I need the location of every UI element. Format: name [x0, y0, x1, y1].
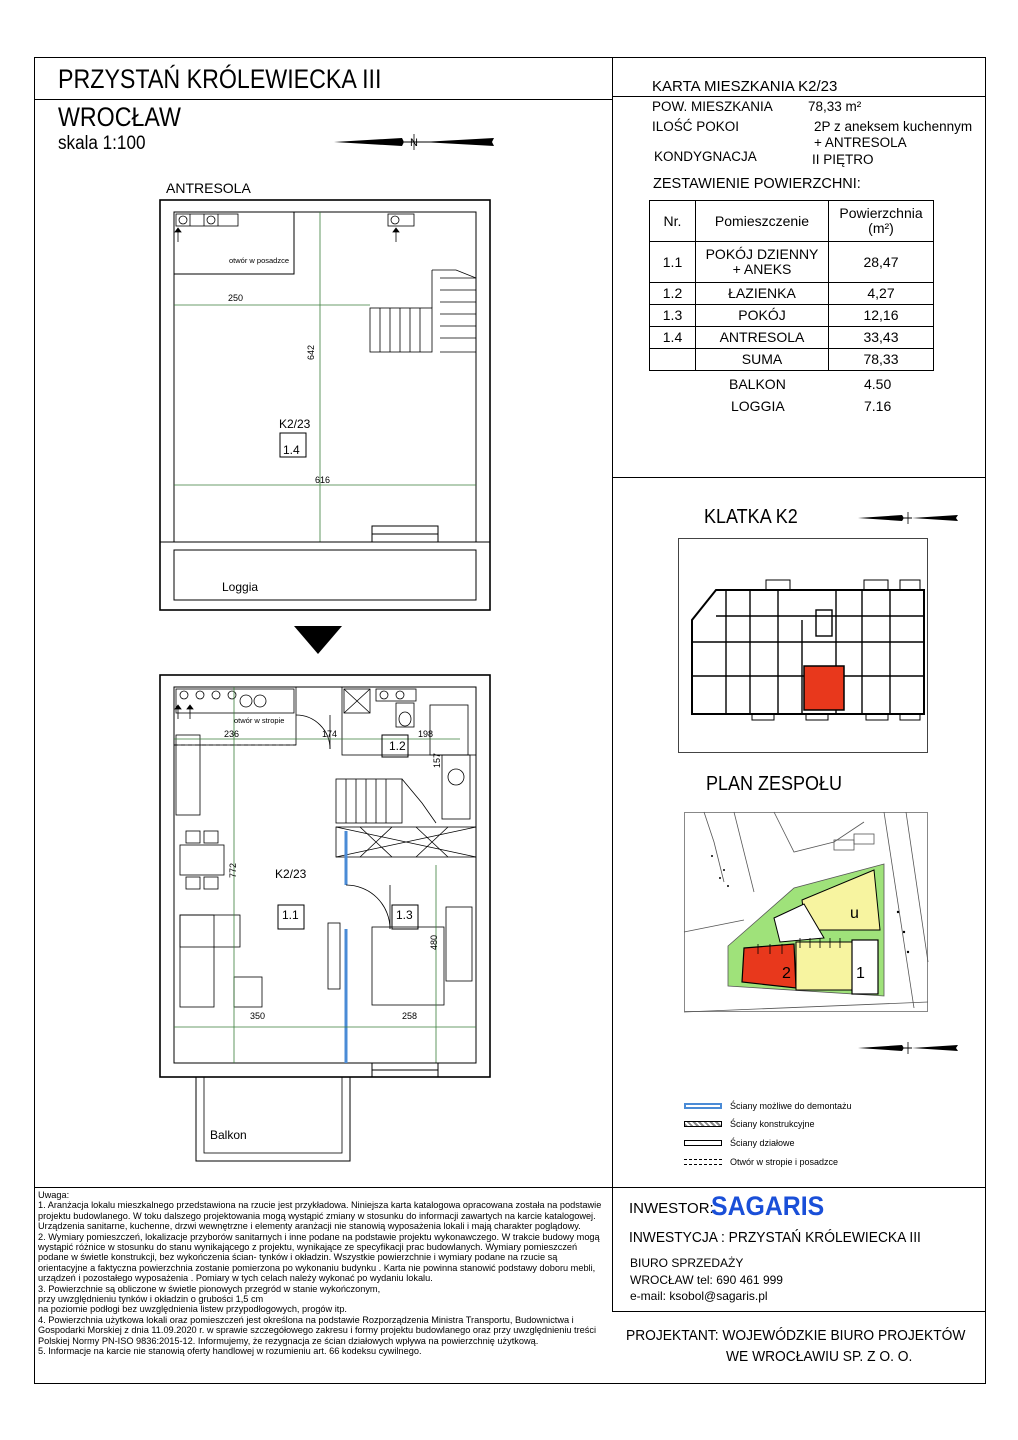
lower-dim-157: 157 — [432, 752, 442, 768]
header-area: Powierzchnia (m²) — [829, 201, 934, 242]
room-11-number: 1.1 — [282, 908, 299, 922]
divider-footer — [34, 1187, 986, 1188]
lower-dim-350: 350 — [250, 1011, 266, 1021]
site-label-1: 1 — [856, 965, 865, 982]
table-row — [650, 327, 934, 349]
loggia-area-value: 7.16 — [864, 398, 892, 414]
notes-block — [38, 1190, 608, 1357]
area-label: POW. MIESZKANIA — [652, 99, 773, 114]
lower-opening-note: otwór w stropie — [234, 716, 285, 725]
notes-line-6: 4. Powierzchnia użytkowa lokali oraz pomieszczeń jest określona na podstawie Rozporządzenia Ministra Transportu, Budownictwa i Gospodarki Morskiej z dnia 11.09.2020 r. w sprawie szczegółowego zakresu i formy projektu budowlanego oraz przy uwzględnieniu treści Polskiej Normy PN-ISO 9836:2015-12. Informujemy, że rezygnacja ze ścian działowych wpływa na powierzchnię użytkową. — [38, 1314, 596, 1346]
table-row — [650, 283, 934, 305]
lower-dim-198: 198 — [418, 729, 434, 739]
lower-unit-label: K2/23 — [275, 867, 307, 881]
arrow-down-icon — [294, 626, 342, 656]
summary-title: ZESTAWIENIE POWIERZCHNI: — [653, 176, 861, 192]
upper-dim-616: 616 — [315, 475, 331, 485]
row-nr: 1.1 — [650, 242, 696, 283]
divider-title — [34, 99, 612, 100]
row-name: ŁAZIENKA — [696, 283, 829, 305]
site-label-u: u — [850, 905, 859, 922]
row-area: 28,47 — [829, 242, 934, 283]
site-label-2: 2 — [782, 965, 791, 982]
mezzanine-plan — [160, 200, 490, 610]
loggia-label: Loggia — [222, 580, 259, 594]
notes-line-4: przy uwzględnieniu tynków i okładzin o grubości 1,5 cm — [38, 1294, 264, 1305]
north-arrow-site-icon — [858, 1042, 958, 1054]
floor-value: II PIĘTRO — [812, 152, 874, 167]
divider-footer-vertical — [612, 1187, 613, 1311]
upper-plan-label: ANTRESOLA — [166, 180, 251, 196]
sum-value: 78,33 — [829, 349, 934, 371]
lower-dim-236: 236 — [224, 729, 240, 739]
legend-swatch-outline — [684, 1140, 722, 1146]
legend-swatch-dashed — [684, 1159, 722, 1165]
sales-phone: WROCŁAW tel: 690 461 999 — [630, 1273, 783, 1287]
designer-line-2: WE WROCŁAWIU SP. Z O. O. — [726, 1348, 913, 1365]
main-floor-plan — [160, 675, 490, 1165]
table-sum-row — [650, 349, 934, 371]
header-nr: Nr. — [650, 201, 696, 242]
rooms-value-1: 2P z aneksem kuchennym — [814, 119, 973, 134]
row-area: 12,16 — [829, 305, 934, 327]
sum-label: SUMA — [696, 349, 829, 371]
site-plan-map — [684, 812, 928, 1012]
row-nr: 1.3 — [650, 305, 696, 327]
legend-swatch-hatched — [684, 1121, 722, 1127]
area-table — [649, 200, 934, 371]
sales-email: e-mail: ksobol@sagaris.pl — [630, 1289, 768, 1303]
upper-room-number: 1.4 — [283, 443, 300, 457]
notes-line-3: 3. Powierzchnie są obliczone w świetle pionowych przegród w stanie wykończonym, — [38, 1283, 381, 1294]
divider-card-title — [612, 96, 986, 97]
balcony-label: Balkon — [210, 1128, 247, 1142]
room-12-number: 1.2 — [389, 739, 406, 753]
floor-label: KONDYGNACJA — [654, 149, 757, 164]
divider-vertical — [612, 57, 613, 1187]
site-plan-title: PLAN ZESPOŁU — [706, 773, 843, 795]
north-arrow-klatka-icon — [858, 512, 958, 524]
city-title: WROCŁAW — [58, 102, 181, 132]
area-value: 78,33 m² — [808, 99, 862, 114]
table-row — [650, 242, 934, 283]
balcony-area-label: BALKON — [729, 376, 786, 392]
upper-opening-note: otwór w posadzce — [229, 256, 290, 265]
notes-line-7: 5. Informacje na karcie nie stanowią oferty handlowej w rozumieniu art. 66 kodeksu cywilnego. — [38, 1346, 422, 1357]
sales-office-label: BIURO SPRZEDAŻY — [630, 1256, 744, 1270]
project-title: PRZYSTAŃ KRÓLEWIECKA III — [58, 64, 382, 94]
balcony-area-value: 4.50 — [864, 376, 892, 392]
table-row — [650, 305, 934, 327]
divider-klatka — [612, 477, 986, 478]
north-arrow-icon — [334, 134, 494, 150]
investment-label: INWESTYCJA : PRZYSTAŃ KRÓLEWIECKA III — [629, 1229, 921, 1246]
row-nr: 1.2 — [650, 283, 696, 305]
scale-label: skala 1:100 — [58, 133, 146, 154]
upper-dim-250: 250 — [228, 293, 244, 303]
row-nr: 1.4 — [650, 327, 696, 349]
upper-dim-642: 642 — [306, 344, 316, 360]
lower-dim-258: 258 — [402, 1011, 418, 1021]
header-room: Pomieszczenie — [696, 201, 829, 242]
notes-heading: Uwaga: — [38, 1190, 70, 1200]
row-name: POKÓJ — [696, 305, 829, 327]
notes-line-5: na poziomie podłogi bez uwzględnienia listew przypodłogowych, progów itp. — [38, 1304, 347, 1315]
notes-line-1: 1. Aranżacja lokalu mieszkalnego przedstawiona na rzucie jest przykładowa. Niniejsza karta katalogowa opracowana została na podstawie projektu budowlanego. W toku dalszego projektowania mogą wystąpić zmiany w stosunku do informacji zawartych na karcie katalogowej. Urządzenia sanitarne, kuchenne, drzwi wewnętrzne i elementy aranżacji nie stanowią wyposażenia lokali i mają charakter poglądowy. — [38, 1200, 602, 1232]
row-name: ANTRESOLA — [696, 327, 829, 349]
row-name: POKÓJ DZIENNY + ANEKS — [696, 242, 829, 283]
notes-line-2: 2. Wymiary pomieszczeń, lokalizacje przyborów sanitarnych i inne podane na podstawie projektu wykonawczego. W trakcie budowy mogą wystąpić różnice w stosunku do stanu wynikającego z projektu, wynikające ze specyfikacji prac budowlanych. Wymiary pomieszczeń podane w świetle konstrukcji, bez wykończenia ścian- tynków i okładzin. Wszystkie powierzchnie i wymiary podane na rzucie są orientacyjne a faktyczna powierzchnia zostanie pomierzona po wykonaniu budynku . Karta nie powinna stanowić podstawy doboru mebli, urządzeń i pozostałego wyposażenia . Pomiary w tych celach należy wykonać po wydaniu lokalu. — [38, 1231, 600, 1284]
lower-dim-772: 772 — [228, 862, 238, 878]
north-arrow-letter: N — [410, 137, 418, 149]
rooms-value-2: + ANTRESOLA — [814, 135, 907, 150]
row-area: 4,27 — [829, 283, 934, 305]
lower-dim-480: 480 — [429, 934, 439, 950]
lower-dim-174: 174 — [322, 729, 338, 739]
loggia-area-label: LOGGIA — [731, 398, 785, 414]
card-title: KARTA MIESZKANIA K2/23 — [652, 78, 838, 95]
upper-unit-label: K2/23 — [279, 417, 311, 431]
investor-label: INWESTOR: — [629, 1200, 714, 1217]
designer-line-1: PROJEKTANT: WOJEWÓDZKIE BIURO PROJEKTÓW — [626, 1327, 966, 1344]
divider-designer — [612, 1311, 986, 1312]
rooms-label: ILOŚĆ POKOI — [652, 119, 740, 134]
table-header-row — [650, 201, 934, 242]
klatka-floor-map — [686, 580, 926, 720]
investor-brand: SAGARIS — [711, 1191, 825, 1221]
klatka-title: KLATKA K2 — [704, 506, 798, 528]
room-13-number: 1.3 — [396, 908, 413, 922]
legend-swatch-blue — [684, 1103, 722, 1109]
row-area: 33,43 — [829, 327, 934, 349]
